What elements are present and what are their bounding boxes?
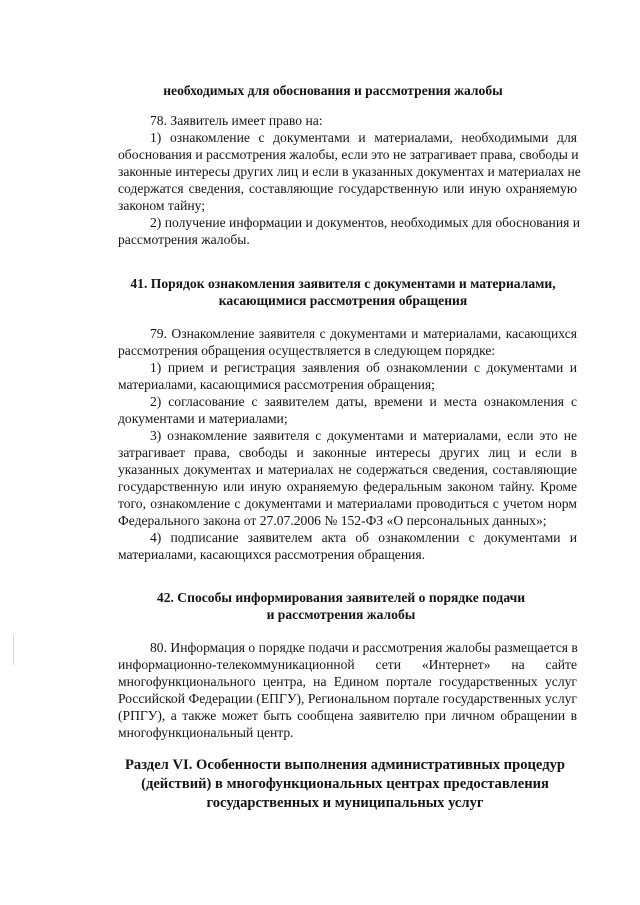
item-79-line: материалами, касающимися рассмотрения обращения;	[118, 377, 435, 392]
item-80-line: 80. Информация о порядке подачи и рассмотрения жалобы размещается в	[150, 640, 578, 655]
item-78-line: 2) получение информации и документов, необходимых для обоснования и	[150, 215, 581, 230]
item-79-line: 2) согласование с заявителем даты, времени и места ознакомления с	[150, 394, 577, 409]
item-79-line: указанных документах и материалах не содержаться сведения, составляющие	[118, 462, 577, 477]
item-79-line: Федерального закона от 27.07.2006 № 152-ФЗ «О персональных данных»;	[118, 513, 547, 528]
scan-margin-mark	[13, 635, 14, 665]
item-79-line: 79. Ознакомление заявителя с документами и материалами, касающихся	[150, 326, 577, 341]
section-41-title-line: касающимися рассмотрения обращения	[218, 293, 468, 308]
section-41-heading	[114, 275, 572, 309]
item-78-line: содержатся сведения, составляющие государственную или иную охраняемую	[118, 181, 577, 196]
continued-heading	[104, 82, 562, 99]
item-78-line: 1) ознакомление с документами и материалами, необходимыми для	[150, 130, 577, 145]
item-78	[118, 112, 581, 248]
item-79-line: того, ознакомление с документами и материалами проводиться с учетом норм	[118, 496, 577, 511]
section-41-title-line: 41. Порядок ознакомления заявителя с документами и материалами,	[130, 276, 556, 291]
section-42-title-line: 42. Способы информирования заявителей о порядке подачи	[156, 590, 526, 605]
heading-line: необходимых для обоснования и рассмотрения жалобы	[163, 83, 503, 98]
item-79-line: затрагивает права, свободы и законные интересы других лиц и если в	[118, 445, 577, 460]
item-78-line: 78. Заявитель имеет право на:	[150, 113, 323, 128]
section-vi-title-line: государственных и муниципальных услуг	[206, 795, 484, 811]
item-79-line: 1) прием и регистрация заявления об ознакомлении с документами и	[150, 360, 577, 375]
section-vi-title-line: (действий) в многофункциональных центрах предоставления	[141, 776, 549, 792]
item-78-line: рассмотрения жалобы.	[118, 232, 250, 247]
item-79	[118, 325, 577, 563]
item-79-line: материалами, касающихся рассмотрения обращения.	[118, 547, 426, 562]
item-79-line: документами и материалами;	[118, 411, 288, 426]
item-78-line: законные интересы других лиц и если в указанных документах и материалах не	[118, 164, 581, 179]
section-vi-heading	[116, 756, 574, 813]
item-79-line: рассмотрения обращения осуществляется в следующем порядке:	[118, 343, 496, 358]
item-78-line: обоснования и рассмотрения жалобы, если это не затрагивает права, свободы и	[118, 147, 579, 162]
section-42-title-line: и рассмотрения жалобы	[266, 607, 416, 622]
item-80-line: Российской Федерации (ЕПГУ), Региональном портале государственных услуг	[118, 691, 577, 706]
section-42-heading	[112, 589, 570, 623]
item-80-line: информационно-телекоммуникационной сети «Интернет» на сайте	[118, 657, 577, 672]
item-79-line: 3) ознакомление заявителя с документами и материалами, если это не	[150, 428, 577, 443]
item-80	[118, 639, 577, 741]
item-80-line: многофункционального центра, на Едином портале государственных услуг	[118, 674, 577, 689]
item-79-line: государственную или иную охраняемую федеральным законом тайну. Кроме	[118, 479, 577, 494]
item-78-line: законом тайну;	[118, 198, 206, 213]
item-80-line: (РПГУ), а также может быть сообщена заявителю при личном обращении в	[118, 708, 577, 723]
section-vi-title-line: Раздел VI. Особенности выполнения административных процедур	[125, 757, 565, 773]
item-79-line: 4) подписание заявителем акта об ознакомлении с документами и	[150, 530, 577, 545]
item-80-line: многофункциональный центр.	[118, 725, 294, 740]
